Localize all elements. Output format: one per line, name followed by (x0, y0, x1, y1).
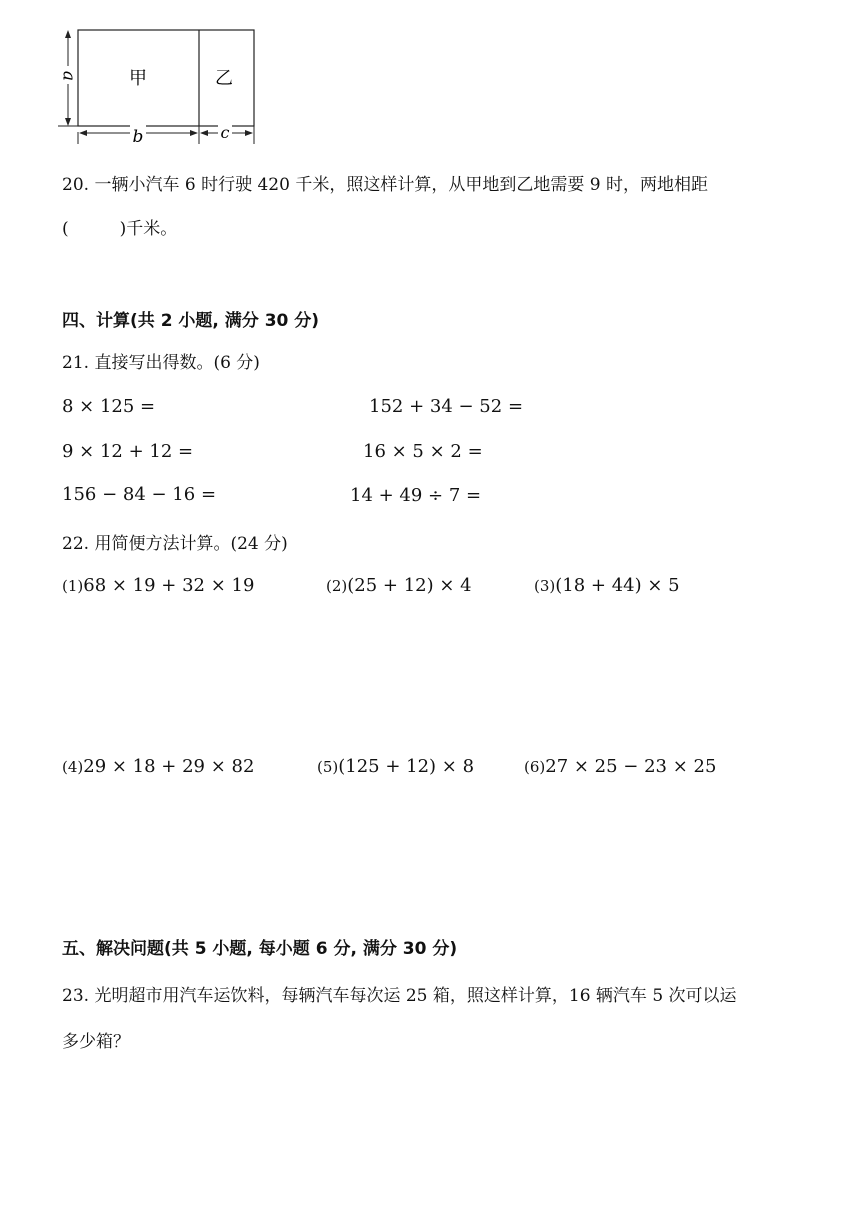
side-b-label: b (132, 127, 144, 147)
side-c-label: c (220, 123, 230, 142)
region-a-label: 甲 (129, 68, 147, 89)
q20-line1: 20. 一辆小汽车 6 时行驶 420 千米，照这样计算，从甲地到乙地需要 9 时，两地相距 (62, 175, 708, 195)
q22-item-6 (524, 756, 716, 777)
region-b-label: 乙 (215, 68, 233, 89)
q21-item-4: 16 × 5 × 2 = (363, 441, 483, 462)
arrow-right-icon (245, 130, 253, 136)
q22-title: 22. 用简便方法计算。(24 分) (62, 534, 288, 554)
side-a-label: a (58, 70, 79, 82)
arrow-up-icon (65, 30, 71, 38)
q22-item-2 (326, 575, 472, 596)
q22-item-3 (534, 575, 680, 596)
q22-item-4 (62, 756, 254, 777)
item-number: (1) (62, 577, 84, 595)
q20-line2: ( )千米。 (62, 219, 178, 239)
q21-item-3: 9 × 12 + 12 = (62, 441, 194, 462)
rectangle-figure (58, 26, 268, 148)
q21-item-1: 8 × 125 = (62, 396, 156, 417)
item-number: (3) (534, 577, 556, 595)
q23-line1: 23. 光明超市用汽车运饮料，每辆汽车每次运 25 箱，照这样计算，16 辆汽车 5 次可以运 (62, 986, 737, 1006)
item-number: (4) (62, 758, 84, 776)
item-expression: 27 × 25 − 23 × 25 (545, 756, 717, 777)
arrow-down-icon (65, 118, 71, 126)
item-number: (5) (317, 758, 339, 776)
arrow-right-icon (190, 130, 198, 136)
arrow-left-icon (79, 130, 87, 136)
arrow-left-icon (200, 130, 208, 136)
item-expression: (18 + 44) × 5 (555, 575, 680, 596)
section4-title: 四、计算(共 2 小题, 满分 30 分) (62, 311, 320, 331)
item-number: (6) (524, 758, 546, 776)
section5-title: 五、解决问题(共 5 小题, 每小题 6 分, 满分 30 分) (62, 939, 458, 959)
q22-item-1 (62, 575, 254, 596)
item-expression: 68 × 19 + 32 × 19 (83, 575, 255, 596)
q23-line2: 多少箱？ (62, 1032, 130, 1052)
item-expression: 29 × 18 + 29 × 82 (83, 756, 255, 777)
q21-item-2: 152 + 34 − 52 = (369, 396, 524, 417)
q21-item-6: 14 + 49 ÷ 7 = (350, 485, 482, 506)
item-number: (2) (326, 577, 348, 595)
item-expression: (125 + 12) × 8 (338, 756, 475, 777)
q21-item-5: 156 − 84 − 16 = (62, 484, 217, 505)
q22-item-5 (317, 756, 474, 777)
q21-title: 21. 直接写出得数。(6 分) (62, 353, 260, 373)
item-expression: (25 + 12) × 4 (347, 575, 472, 596)
